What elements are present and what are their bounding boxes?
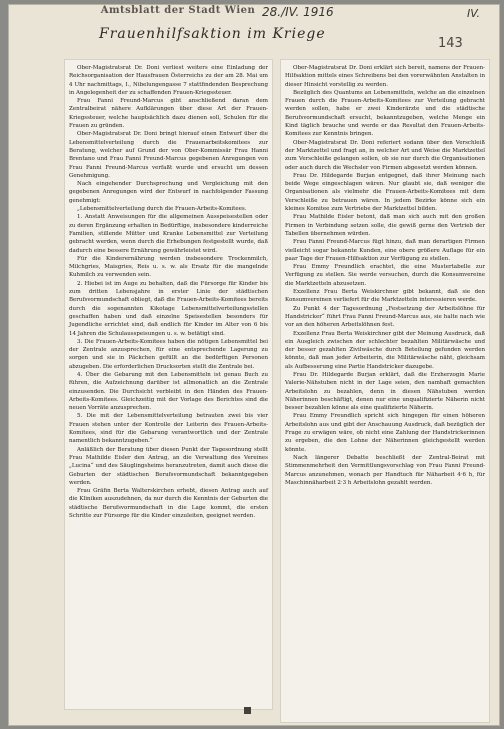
right-column-text [281,60,489,487]
paragraph: Ober-Magistratsrat Dr. Doni referiert sodann über den Verschleiß der Marktzettel und fragt an, in welcher Art und Weise die Marktzettel zum Verschleiße gelangen sollen, ob sie nur durch die Organisationen oder auch durch die Wechsler von Firmen abgesetzt werden können. [285,139,485,171]
paragraph: 3. Die Frauen-Arbeits-Komitees haben die nötigen Lebensmittel bei der Zentrale anzusprechen, für eine entsprechende Lagerung zu sorgen und sie in Päckchen gefüllt an die bedürftigen Personen abzugeben. Die erforderlichen Drucksorten stellt die Zentrale bei. [69,338,268,370]
paragraph: Ober-Magistratsrat Dr. Doni bringt hierauf einen Entwurf über die Lebensmittelverteilung durch die Frauenarbeitskomitees zur Beratung, welcher auf Grund der von Ober-Kommissär Frau Hanni Brentano und Frau Fanni Freund-Marcus gegebenen Anregungen von Frau Fanni Freund-Marcus verfaßt wurde und ersucht um dessen Genehmigung. [69,131,268,179]
paragraph: Frau Gräfin Berta Walterskirchen erhebt, diesen Antrag auch auf die Kliniken auszudehnen, da nur durch die Kenntnis der Geburten die städtische Berufsvormundschaft in die Lage kommt, die ersten Schritte zur Fürsorge für die Kinder einzuleiten, geeignet werden. [69,488,268,520]
handwritten-folio-number: 143 [438,36,463,51]
paragraph: Frau Fanni Freund-Marcus gibt anschließend daran dem Zentralbeirat nähere Aufklärungen über diese Art der Frauen-Kriegssteuer, welche hauptsächlich dazu dienen soll, Schulen für die Frauen zu gründen. [69,98,268,130]
paragraph: Frau Emmy Freundlich spricht sich hingegen für einen höheren Arbeitslohn aus und gibt der Anschauung Ausdruck, daß bezüglich der Frage zu erwägen wäre, ob nicht eine Zahlung der Handstrickerinnen zu ergeben, die den Lohne der Näherinnen gleichgestellt werden könnte. [285,413,485,453]
newspaper-masthead: Amtsblatt der Stadt Wien [100,5,256,16]
paragraph: Frau Dr. Hildegarde Burjan entgegnet, daß ihrer Meinung nach beide Wege eingeschlagen wären. Nur glaubt sie, daß weniger die Organisationen als vielmehr die Frauen-Arbeits-Komitees mit dem Verschleiße zu betrauen wären. In jedem Bezirke könne sich ein kleines Komitee zum Vertriebe der Marktzettel bilden. [285,172,485,213]
paragraph: Für die Kinderernährung werden insbesondere Trockenmilch, Milchgries, Maisgries, Reis u. s. w. als Ersatz für die mangelnde Kuhmilch zu verwenden sein. [69,255,268,279]
paragraph: 4. Über die Gebarung mit den Lebensmitteln ist genau Buch zu führen, die Aufzeichnung darüber ist allmonatlich an die Zentrale einzusenden. Die Durchsicht verbleibt in den Händen des Frauen-Arbeits-Komitees. Gleichzeitig mit der Vorlage des Berichtes sind die neuen Vorräte anzusprechen. [69,371,268,412]
paragraph: 5. Die mit der Lebensmittelverteilung betrauten zwei bis vier Frauen stehen unter der Kontrolle der Leiterin des Frauen-Arbeits-Komitees, sind für die Gebarung verantwortlich und der Zentrale namentlich bekanntzugeben.“ [69,413,268,445]
paragraph: „Lebensmittelverteilung durch die Frauen-Arbeits-Komitees. [77,206,247,213]
clipping-right-column [280,59,490,723]
paragraph: Bezüglich des Quantums an Lebensmitteln, welche an die einzelnen Frauen durch die Frauen-Arbeits-Komitees zur Verteilung gebracht werden sollen, habe er zwei Kinderärzte und die städtische Berufsvormundschaft ersucht, bekanntzugeben, welche Menge ein Kind täglich brauche und werde er das Resultat den Frauen-Arbeits-Komitees zur Kenntnis bringen. [285,89,485,138]
paragraph: Ober-Magistratsrat Dr. Doni verliest weiters eine Einladung der Reichsorganisation der Hausfrauen Österreichs zu der am 28. Mai um 4 Uhr nachmittags, I., Nibelungengasse 7 stattfindenden Besprechung in Angelegenheit der zu schaffenden Frauen-Kriegssteuer. [69,65,268,96]
paragraph: Exzellenz Frau Berta Weiskirchner gibt bekannt, daß sie den Konsumvereinen verliefert für die Marktzetteln interessieren werde. [285,289,485,304]
paragraph: Frau Dr. Hildegarde Burjan erklärt, daß die Erzherzogin Marie Valerie-Nähstuben nicht in der Lage seien, den namhaft gemachten Arbeitslohn zu bezahlen, denn in diesen Nähstuben werden Näherinnen beschäftigt, denen nur eine unqualifizierte Näherin nicht besser bezahlen könne als eine qualifizierte Näherin. [285,371,485,412]
paragraph: Zu Punkt 4 der Tagesordnung „Festsetzung der Arbeitslöhne für Handstricker“ führt Frau Fanni Freund-Marcus aus, sie halte nach wie vor an den höheren Arbeitslöhnen fest. [285,305,485,329]
paragraph: Nach eingehender Durchsprechung und Vergleichung mit den gegebenen Anregungen wird der Entwurf in nachfolgender Fassung genehmigt: [69,181,268,204]
handwritten-date: 28./IV. 1916 [262,5,334,19]
paragraph: Exzellenz Frau Berta Weiskirchner gibt der Meinung Ausdruck, daß ein Ausgleich zwischen der schlechter bezahlten Militärwäsche und der besser gezahlten Zivilwäsche durch Beteilung gefunden werden könnte, daß man jeder Arbeiterin, die Militärwäsche näht, gleichsam als Aufbesserung eine Partie Handstricker dazugebe. [285,330,485,370]
paragraph: Ober-Magistratsrat Dr. Doni erklärt sich bereit, namens der Frauen-Hilfsaktion mittels eines Schreibens bei den vorerwähnten Anstalten in dieser Hinsicht vorstellig zu werden. [285,65,485,88]
paragraph: Nach längerer Debatte beschließt der Zentral-Beirat mit Stimmenmehrheit den Vermittlungsvorschlag von Frau Fanni Freund-Marcus anzunehmen, wonach per Handtuch für Näharbeit 4·6 h, für Maschinnäharbeit 2·3 h Arbeitslohn gezahlt werden. [285,454,485,486]
handwritten-title: Frauenhilfsaktion im Kriege [99,26,326,42]
paragraph: Frau Emmy Freundlich erachtet, die eine Mustertabelle zur Verfügung zu stellen. Sie werde versuchen, durch die Konsumvereine die Marktzetteln abzusetzen. [285,264,485,287]
paragraph: 1. Anstatt Anweisungen für die allgemeinen Ausspeisestellen oder zu deren Ergänzung erhalten in Bedürftige, insbesondere kinderreiche Familien, stillende Mütter und Kranke Lebensmittel zur Verteilung gebracht werden, wenn durch die Erhebungen festgestellt wurde, daß dadurch eine bessere Ernährung gewährleistet wird. [69,214,268,254]
paragraph: Anläßlich der Beratung über diesen Punkt der Tagesordnung stellt Frau Mathilde Eisler den Antrag, an die Verwaltung des Vereines „Lucina“ und des Säuglingsheims heranzutreten, damit auch diese die Geburten der städtischen Berufsvormundschaft bekanntgegeben werden. [69,446,268,486]
clipping-left-column [64,59,273,710]
handwritten-mark: IV. [467,7,481,20]
paragraph: 2. Hiebei ist im Auge zu behalten, daß die Fürsorge für Kinder bis zum dritten Lebensjahre in erster Linie der städtischen Berufsvormundschaft obliegt, daß die Frauen-Arbeits-Komitees bereits durch die sogenannten Kikotage Lebensmittelverteilungsstellen geschaffen haben und daß einzelne Speisestellen besonders für Jugendliche errichtet sind, daß endlich für Kinder im Alter von 6 bis 14 Jahren die Schulausspeisungen u. s. w. betätigt sind. [69,280,268,337]
registration-mark [244,707,251,714]
left-column-text [65,60,272,520]
paragraph: Frau Fanni Freund-Marcus fügt hinzu, daß man derartigen Firmen vielleicht sogar bekannte Kunden, eine obere größere Auflage für ein paar Tage der Frauen-Hilfsaktion zur Verfügung zu stellen. [285,239,485,262]
paragraph: Frau Mathilde Eisler betont, daß man sich auch mit den großen Firmen in Verbindung setzen solle, die gewiß gerne den Vertrieb der Tabellen übernehmen würden. [285,214,485,237]
